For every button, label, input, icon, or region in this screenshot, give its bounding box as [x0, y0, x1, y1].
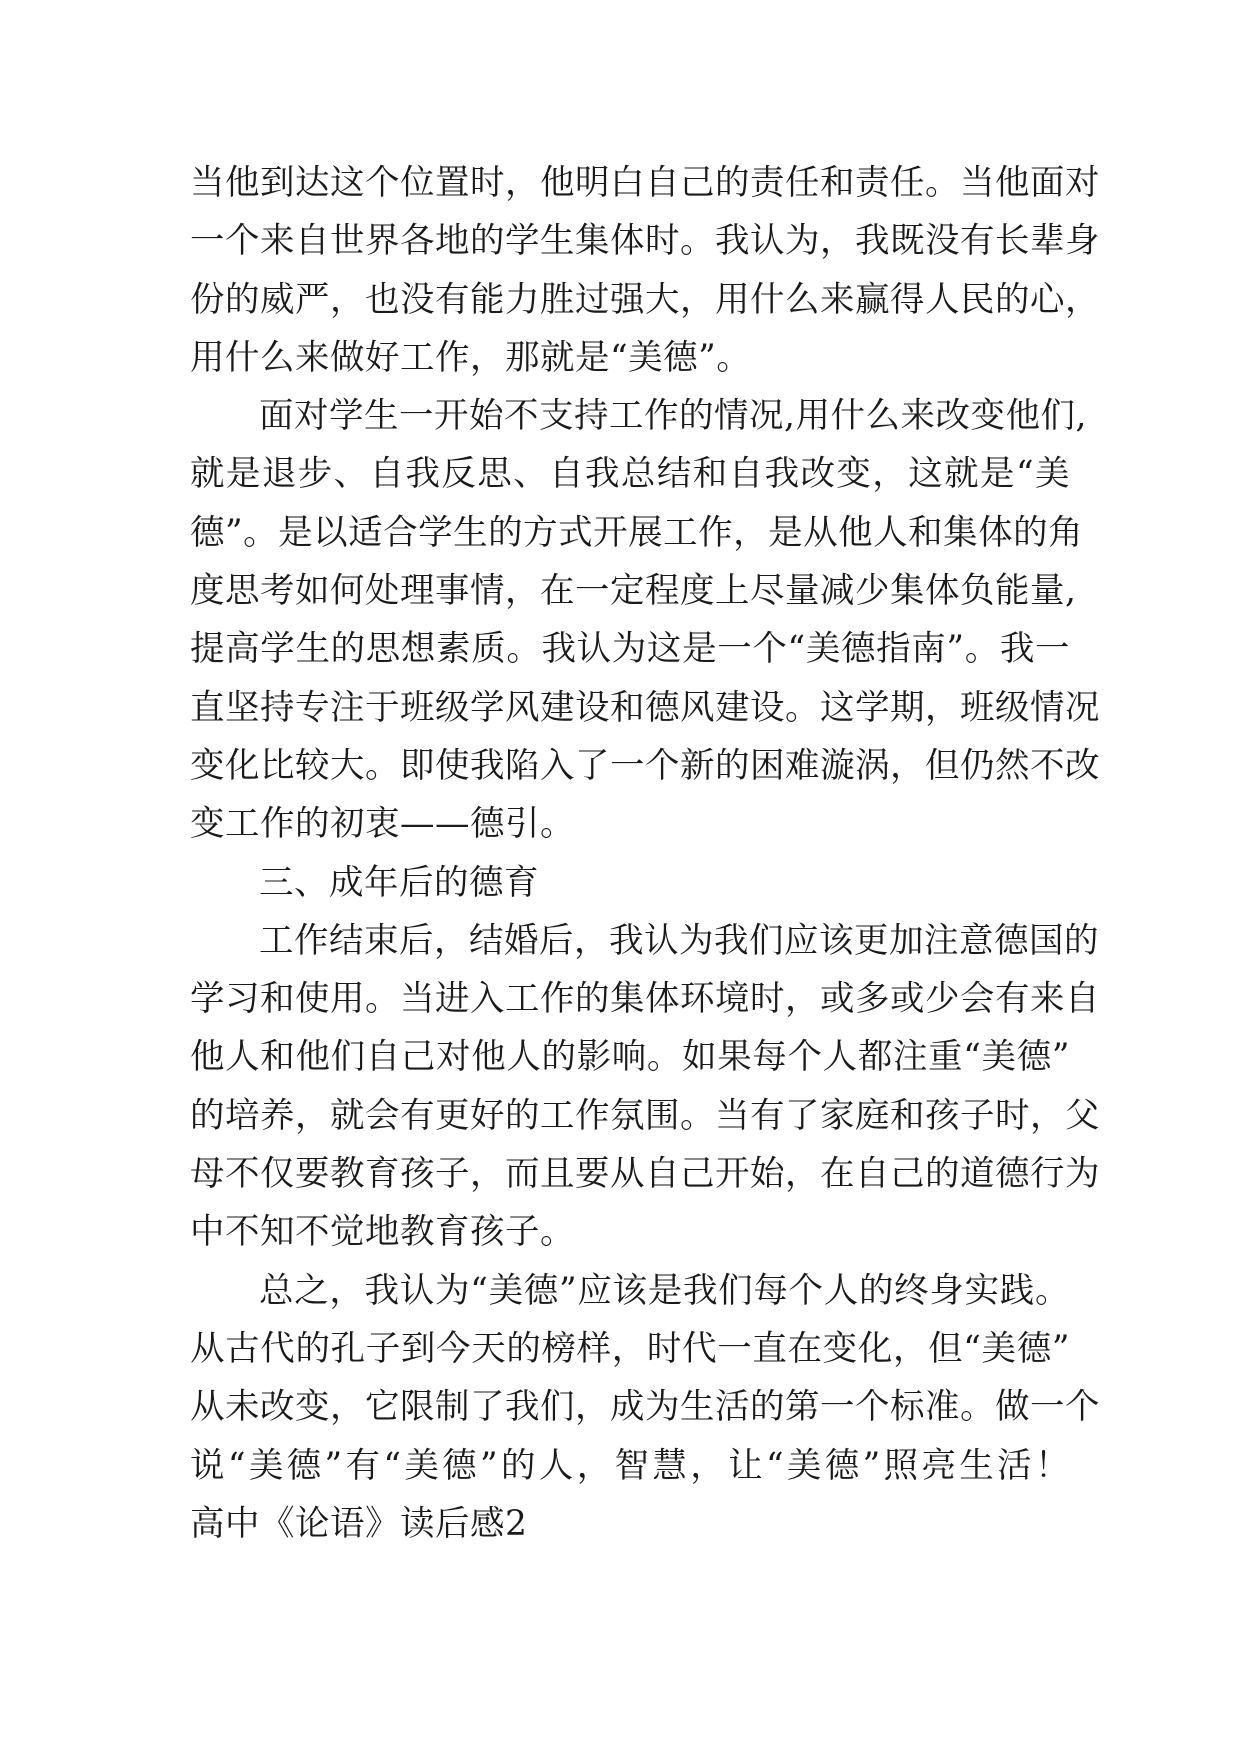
paragraph-line: 工作结束后，结婚后，我认为我们应该更加注意德国的 [259, 920, 1099, 961]
paragraph-line: 总之，我认为“美德”应该是我们每个人的终身实践。 [259, 1270, 1070, 1311]
paragraph-line: 德”。是以适合学生的方式开展工作，是从他人和集体的角 [190, 512, 1084, 553]
paragraph-line: 用什么来做好工作，那就是“美德”。 [190, 337, 752, 378]
paragraph-line: 直坚持专注于班级学风建设和德风建设。这学期，班级情况 [190, 687, 1100, 728]
paragraph-line: 度思考如何处理事情，在一定程度上尽量减少集体负能量, [190, 571, 1077, 612]
paragraph-line: 变化比较大。即使我陷入了一个新的困难漩涡，但仍然不改 [190, 745, 1100, 786]
paragraph-line: 中不知不觉地教育孩子。 [190, 1212, 575, 1253]
paragraph-line: 从未改变，它限制了我们，成为生活的第一个标准。做一个 [190, 1387, 1100, 1428]
paragraph-line: 份的威严，也没有能力胜过强大，用什么来赢得人民的心， [190, 279, 1100, 320]
paragraph-line: 母不仅要教育孩子，而且要从自己开始，在自己的道德行为 [190, 1154, 1100, 1195]
paragraph-line: 学习和使用。当进入工作的集体环境时，或多或少会有来自 [190, 979, 1100, 1020]
document-body [190, 154, 1100, 1553]
paragraph-line: 就是退步、自我反思、自我总结和自我改变，这就是“美 [190, 454, 1070, 495]
paragraph-line: 从古代的孔子到今天的榜样，时代一直在变化，但“美德” [190, 1328, 1070, 1369]
paragraph-line: 提高学生的思想素质。我认为这是一个“美德指南”。我一 [190, 629, 1070, 670]
paragraph-line: 说“美德”有“美德”的人，智慧，让“美德”照亮生活！ [190, 1445, 1070, 1486]
paragraph-line: 他人和他们自己对他人的影响。如果每个人都注重“美德” [190, 1037, 1070, 1078]
paragraph-line: 面对学生一开始不支持工作的情况,用什么来改变他们, [259, 396, 1087, 437]
paragraph-line: 一个来自世界各地的学生集体时。我认为，我既没有长辈身 [190, 221, 1100, 262]
paragraph-line: 变工作的初衷——德引。 [190, 804, 575, 845]
document-subtitle: 高中《论语》读后感2 [190, 1503, 528, 1544]
section-heading: 三、成年后的德育 [259, 862, 539, 903]
paragraph-line: 的培养，就会有更好的工作氛围。当有了家庭和孩子时，父 [190, 1095, 1100, 1136]
paragraph-line: 当他到达这个位置时，他明白自己的责任和责任。当他面对 [190, 163, 1100, 203]
